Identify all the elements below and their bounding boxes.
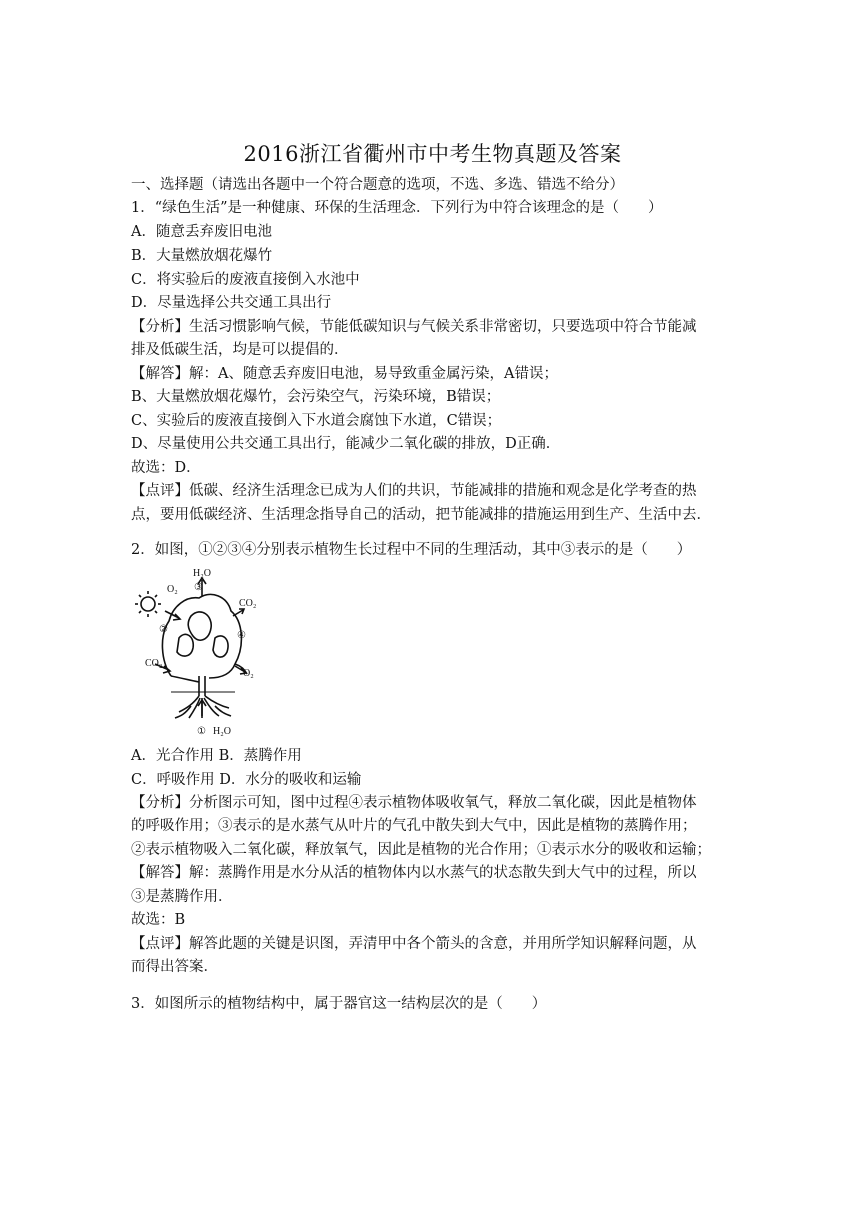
option-2ab: A．光合作用 B．蒸腾作用 xyxy=(131,748,302,764)
plant-physiology-diagram xyxy=(131,566,266,738)
analysis-2-line-2: 的呼吸作用；③表示的是水蒸气从叶片的气孔中散失到大气中，因此是植物的蒸腾作用； xyxy=(131,818,697,834)
question-2: 2．如图，①②③④分别表示植物生长过程中不同的生理活动，其中③表示的是（ ） xyxy=(131,542,692,558)
page-title: 2016浙江省衢州市中考生物真题及答案 xyxy=(243,142,622,166)
question-3: 3．如图所示的植物结构中，属于器官这一结构层次的是（ ） xyxy=(131,996,547,1012)
label-1: ① xyxy=(197,726,206,737)
analysis-2-line-1: 【分析】分析图示可知，图中过程④表示植物体吸收氧气，释放二氧化碳，因此是植物体 xyxy=(131,795,697,811)
analysis-1-line-1: 【分析】生活习惯影响气候，节能低碳知识与气候关系非常密切，只要选项中符合节能减 xyxy=(131,319,697,335)
label-2: ② xyxy=(159,624,168,635)
label-4: ④ xyxy=(237,630,246,641)
label-o2-right: O₂ xyxy=(243,668,254,679)
section-header: 一、选择题（请选出各题中一个符合题意的选项，不选、多选、错选不给分） xyxy=(131,177,624,193)
analysis-1-line-2: 排及低碳生活，均是可以提倡的． xyxy=(131,342,349,358)
choice-2: 故选：B xyxy=(131,912,186,928)
label-h2o-top: H₂O xyxy=(193,568,211,579)
sun-icon xyxy=(135,591,161,617)
option-1a: A．随意丢弃废旧电池 xyxy=(131,224,272,240)
label-h2o-bottom: H₂O xyxy=(213,726,231,737)
comment-1-line-1: 【点评】低碳、经济生活理念已成为人们的共识，节能减排的措施和观念是化学考查的热 xyxy=(131,483,697,499)
plant-crown-icon xyxy=(162,594,247,696)
label-co2-right: CO₂ xyxy=(239,598,257,609)
label-co2-left: CO₂ xyxy=(145,658,163,669)
answer-1-line-2: B、大量燃放烟花爆竹，会污染空气，污染环境，B错误； xyxy=(131,389,501,405)
option-1b: B．大量燃放烟花爆竹 xyxy=(131,248,273,264)
answer-1-line-3: C、实验后的废液直接倒入下水道会腐蚀下水道，C错误； xyxy=(131,413,502,429)
analysis-2-line-3: ②表示植物吸入二氧化碳，释放氧气，因此是植物的光合作用；①表示水分的吸收和运输； xyxy=(131,842,711,858)
label-o2-left: O₂ xyxy=(167,584,178,595)
option-2cd: C．呼吸作用 D．水分的吸收和运输 xyxy=(131,772,362,788)
arrows-icon xyxy=(155,578,246,718)
option-1c: C．将实验后的废液直接倒入水池中 xyxy=(131,272,360,288)
roots-icon xyxy=(175,696,231,718)
answer-1-line-1: 【解答】解：A、随意丢弃废旧电池，易导致重金属污染，A错误； xyxy=(131,366,558,382)
comment-2-line-1: 【点评】解答此题的关键是识图，弄清甲中各个箭头的含意，并用所学知识解释问题，从 xyxy=(131,936,697,952)
choice-1: 故选：D． xyxy=(131,460,201,476)
option-1d: D．尽量选择公共交通工具出行 xyxy=(131,295,332,311)
answer-2-line-2: ③是蒸腾作用． xyxy=(131,889,233,905)
label-3: ③ xyxy=(194,582,203,593)
comment-1-line-2: 点，要用低碳经济、生活理念指导自己的活动，把节能减排的措施运用到生产、生活中去． xyxy=(131,507,711,523)
answer-1-line-4: D、尽量使用公共交通工具出行，能减少二氧化碳的排放，D正确． xyxy=(131,436,561,452)
comment-2-line-2: 而得出答案． xyxy=(131,959,218,975)
answer-2-line-1: 【解答】解：蒸腾作用是水分从活的植物体内以水蒸气的状态散失到大气中的过程，所以 xyxy=(131,865,697,881)
question-1: 1．“绿色生活”是一种健康、环保的生活理念．下列行为中符合该理念的是（ ） xyxy=(131,200,663,216)
